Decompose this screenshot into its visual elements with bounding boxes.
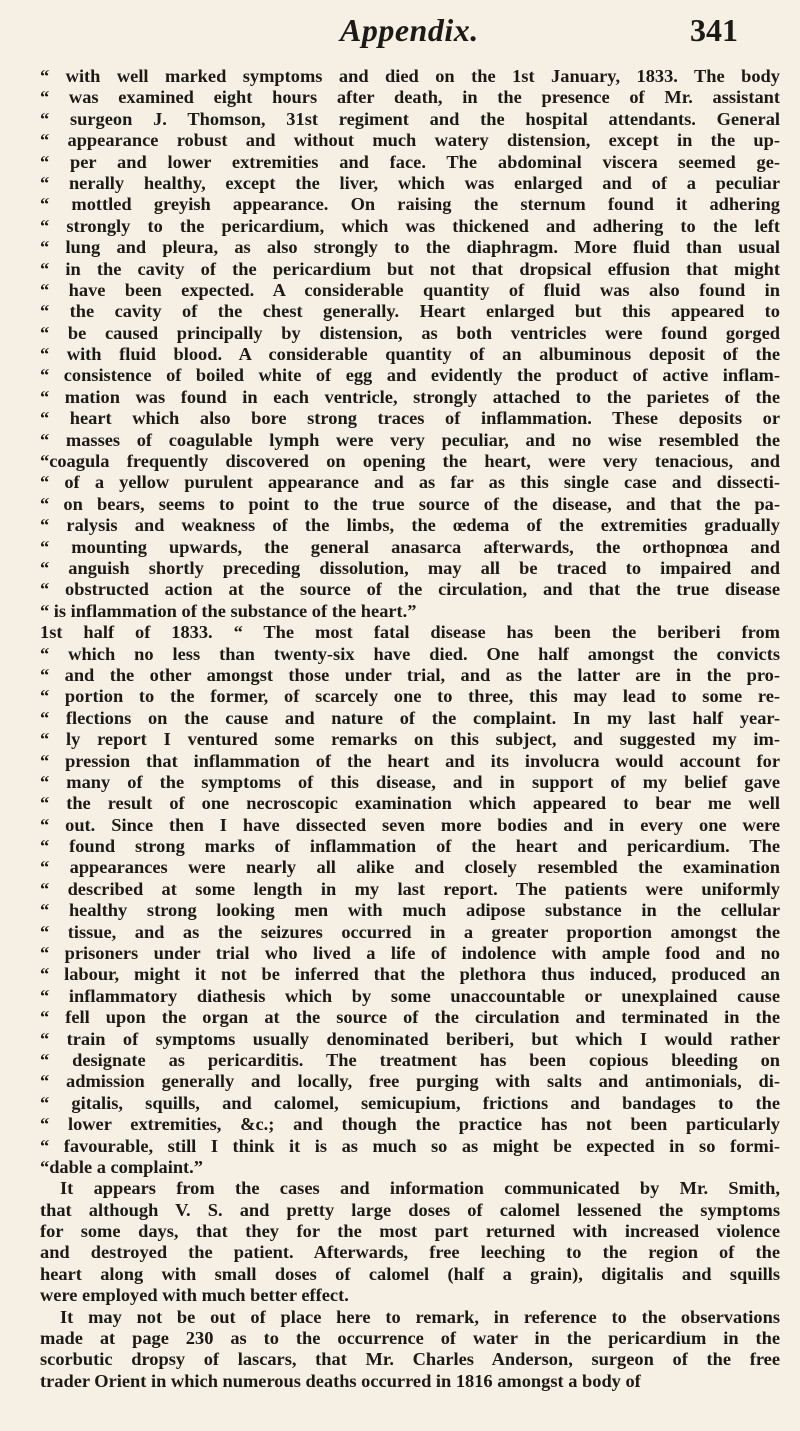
text-line: and destroyed the patient. Afterwards, free leeching to the region of the (40, 1242, 780, 1263)
text-line: “ with well marked symptoms and died on the 1st January, 1833. The body (40, 66, 780, 86)
text-line: “ anguish shortly preceding dissolution, may all be traced to impaired and (40, 557, 780, 578)
text-line: “ fell upon the organ at the source of the circulation and terminated in the (40, 1007, 780, 1028)
text-line: “ on bears, seems to point to the true source of the disease, and that the pa- (40, 493, 780, 514)
text-line: “ masses of coagulable lymph were very peculiar, and no wise resembled the (40, 429, 780, 450)
text-line: were employed with much better effect. (40, 1285, 349, 1306)
text-line: “ ly report I ventured some remarks on this subject, and suggested my im- (40, 729, 780, 750)
text-line: “ appearance robust and without much watery distension, except in the up- (40, 130, 780, 151)
text-line: “ be caused principally by distension, as both ventricles were found gorged (40, 322, 780, 343)
text-line: “ of a yellow purulent appearance and as far as this single case and dissecti- (40, 472, 780, 493)
text-line: scorbutic dropsy of lascars, that Mr. Charles Anderson, surgeon of the free (40, 1349, 780, 1370)
page-number: 341 (690, 12, 738, 48)
text-line: “ labour, might it not be inferred that the plethora thus induced, produced an (40, 964, 780, 985)
text-line: “coagula frequently discovered on opening the heart, were very tenacious, and (40, 451, 780, 472)
text-line: “ portion to the former, of scarcely one to three, this may lead to some re- (40, 686, 780, 707)
text-line: It may not be out of place here to remark, in reference to the observations (60, 1306, 780, 1327)
text-line: “ nerally healthy, except the liver, which was enlarged and of a peculiar (40, 172, 780, 193)
text-line: “ heart which also bore strong traces of inflammation. These deposits or (40, 408, 780, 429)
text-line: “ in the cavity of the pericardium but not that dropsical effusion that might (40, 258, 780, 279)
text-line: “ was examined eight hours after death, in the presence of Mr. assistant (40, 87, 780, 108)
text-line: “ lung and pleura, as also strongly to the diaphragm. More fluid than usual (40, 237, 780, 258)
text-line: “ lower extremities, &c.; and though the practice has not been particularly (40, 1114, 780, 1135)
text-line: 1st half of 1833. “ The most fatal disease has been the beriberi from (40, 622, 780, 643)
text-line: “ pression that inflammation of the heart and its involucra would account for (40, 750, 780, 771)
text-line: “ which no less than twenty-six have died. One half amongst the convicts (40, 643, 780, 664)
text-line: “ the result of one necroscopic examination which appeared to bear me well (40, 793, 780, 814)
text-line: “ healthy strong looking men with much adipose substance in the cellular (40, 900, 780, 921)
text-line: “ many of the symptoms of this disease, and in support of my belief gave (40, 771, 780, 792)
page-header (0, 12, 800, 56)
text-line: for some days, that they for the most part returned with increased violence (40, 1221, 780, 1242)
running-title: Appendix. (340, 12, 479, 48)
text-line: made at page 230 as to the occurrence of water in the pericardium in the (40, 1328, 780, 1349)
text-line: “ out. Since then I have dissected seven more bodies and in every one were (40, 814, 780, 835)
text-line: “ appearances were nearly all alike and closely resembled the examination (40, 857, 780, 878)
text-line: “ mottled greyish appearance. On raising the sternum found it adhering (40, 194, 780, 215)
body-text (40, 66, 780, 1392)
text-line: heart along with small doses of calomel (half a grain), digitalis and squills (40, 1263, 780, 1284)
text-line: “ train of symptoms usually denominated beriberi, but which I would rather (40, 1028, 780, 1049)
text-line: “ admission generally and locally, free purging with salts and antimonials, di- (40, 1071, 780, 1092)
text-line: “ per and lower extremities and face. The abdominal viscera seemed ge- (40, 151, 780, 172)
text-line: “ and the other amongst those under trial, and as the latter are in the pro- (40, 664, 780, 685)
text-line: “ favourable, still I think it is as much so as might be expected in so formi- (40, 1135, 780, 1156)
text-line: “ inflammatory diathesis which by some unaccountable or unexplained cause (40, 985, 780, 1006)
text-line: “ found strong marks of inflammation of the heart and pericardium. The (40, 836, 780, 857)
text-line: “dable a complaint.” (40, 1156, 203, 1177)
text-line: “ ralysis and weakness of the limbs, the œdema of the extremities gradually (40, 515, 780, 536)
text-line: “ with fluid blood. A considerable quantity of an albuminous deposit of the (40, 344, 780, 365)
text-line: “ flections on the cause and nature of the complaint. In my last half year- (40, 707, 780, 728)
text-line: “ gitalis, squills, and calomel, semicupium, frictions and bandages to the (40, 1092, 780, 1113)
text-line: “ tissue, and as the seizures occurred in a greater proportion amongst the (40, 921, 780, 942)
text-line: “ prisoners under trial who lived a life of indolence with ample food and no (40, 943, 780, 964)
text-line: trader Orient in which numerous deaths occurred in 1816 amongst a body of (40, 1370, 641, 1391)
text-line: “ surgeon J. Thomson, 31st regiment and the hospital attendants. General (40, 108, 780, 129)
text-line: that although V. S. and pretty large doses of calomel lessened the symptoms (40, 1199, 780, 1220)
text-line: “ obstructed action at the source of the circulation, and that the true disease (40, 579, 780, 600)
text-line: It appears from the cases and information communicated by Mr. Smith, (60, 1178, 780, 1199)
text-line: “ mation was found in each ventricle, strongly attached to the parietes of the (40, 386, 780, 407)
text-line: “ designate as pericarditis. The treatment has been copious bleeding on (40, 1049, 780, 1070)
text-line: “ the cavity of the chest generally. Heart enlarged but this appeared to (40, 301, 780, 322)
text-line: “ mounting upwards, the general anasarca afterwards, the orthopnœa and (40, 536, 780, 557)
text-line: “ consistence of boiled white of egg and evidently the product of active inflam- (40, 365, 780, 386)
text-line: “ have been expected. A considerable quantity of fluid was also found in (40, 279, 780, 300)
text-line: “ strongly to the pericardium, which was thickened and adhering to the left (40, 215, 780, 236)
text-line: “ described at some length in my last report. The patients were uniformly (40, 878, 780, 899)
text-line: “ is inflammation of the substance of the heart.” (40, 600, 417, 621)
